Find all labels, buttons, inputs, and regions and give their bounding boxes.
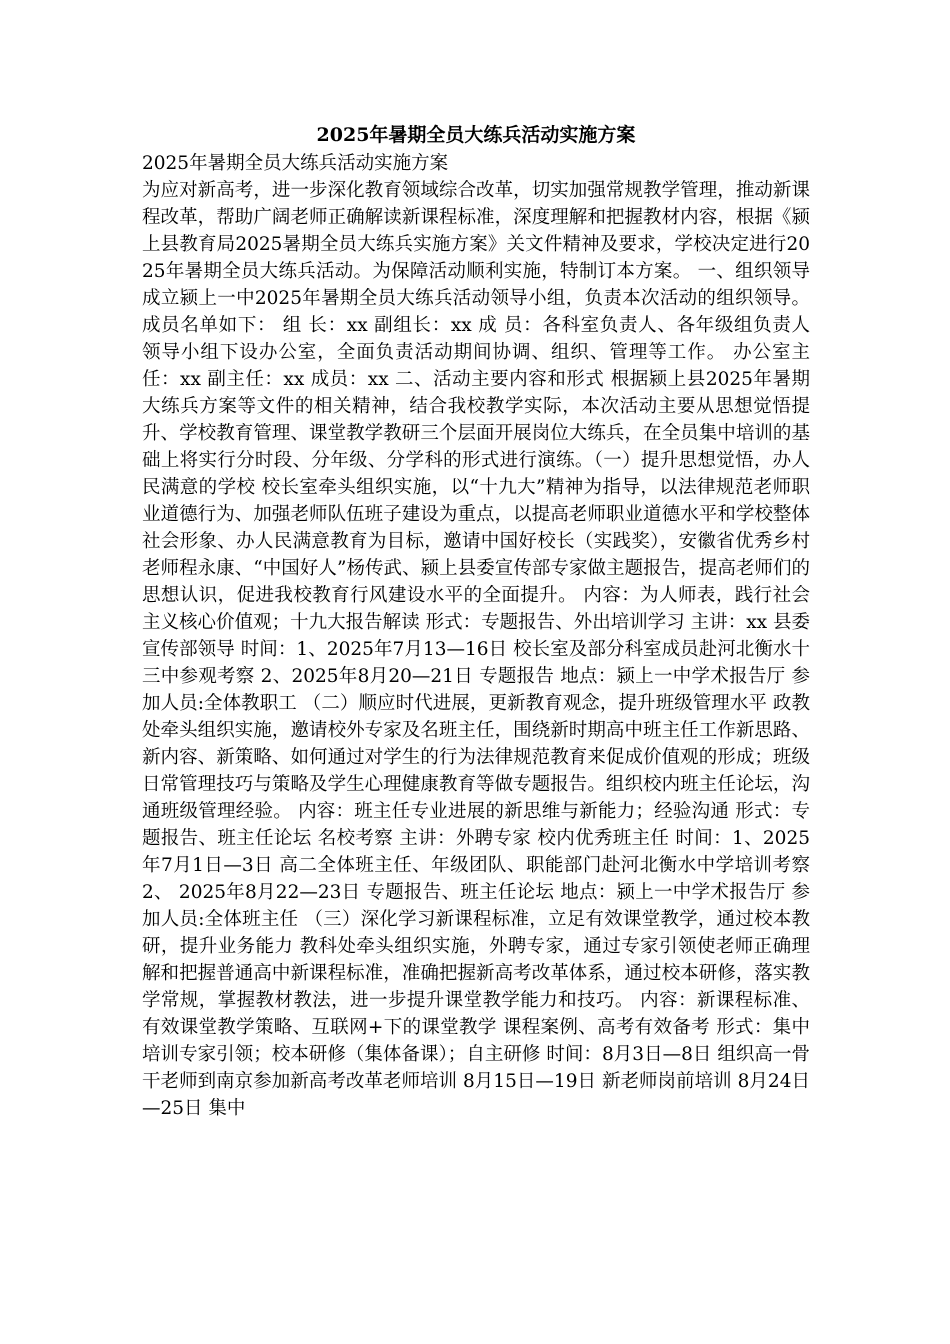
document-subtitle: 2025年暑期全员大练兵活动实施方案 [142, 153, 449, 174]
document-body-text: 为应对新高考，进一步深化教育领域综合改革，切实加强常规教学管理，推动新课程改革，帮助广阔老师正确解读新课程标准，深度理解和把握教材内容，根据《颍上县教育局2025暑期全员大练兵实施方案》关文件精神及要求，学校决定进行2025年暑期全员大练兵活动。为保障活动顺利实施，特制订本方案。 一、组织领导 成立颍上一中2025年暑期全员大练兵活动领导小组，负责本次活动的组织领导。成员名单如下： 组 长：xx 副组长：xx 成 员：各科室负责人、各年级组负责人 领导小组下设办公室，全面负责活动期间协调、组织、管理等工作。 办公室主任：xx 副主任：xx 成员：xx 二、活动主要内容和形式 根据颍上县2025年暑期大练兵方案等文件的相关精神，结合我校教学实际，本次活动主要从思想觉悟提升、学校教育管理、课堂教学教研三个层面开展岗位大练兵，在全员集中培训的基础上将实行分时段、分年级、分学科的形式进行演练。（一）提升思想觉悟，办人民满意的学校 校长室牵头组织实施，以“十九大”精神为指导，以法律规范老师职业道德行为、加强老师队伍班子建设为重点，以提高老师职业道德水平和学校整体社会形象、办人民满意教育为目标，邀请中国好校长（实践奖），安徽省优秀乡村老师程永康、“中国好人”杨传武、颍上县委宣传部专家做主题报告，提高老师们的思想认识，促进我校教育行风建设水平的全面提升。 内容：为人师表，践行社会主义核心价值观；十九大报告解读 形式：专题报告、外出培训学习 主讲：xx 县委宣传部领导 时间：1、2025年7月13—16日 校长室及部分科室成员赴河北衡水十三中参观考察 2、2025年8月20—21日 专题报告 地点：颍上一中学术报告厅 参加人员:全体教职工 （二）顺应时代进展，更新教育观念，提升班级管理水平 政教处牵头组织实施，邀请校外专家及名班主任，围绕新时期高中班主任工作新思路、新内容、新策略、如何通过对学生的行为法律规范教育来促成价值观的形成；班级日常管理技巧与策略及学生心理健康教育等做专题报告。组织校内班主任论坛，沟通班级管理经验。 内容：班主任专业进展的新思维与新能力；经验沟通 形式：专题报告、班主任论坛 名校考察 主讲：外聘专家 校内优秀班主任 时间：1、2025年7月1日—3日 高二全体班主任、年级团队、职能部门赴河北衡水中学培训考察 2、 2025年8月22—23日 专题报告、班主任论坛 地点：颍上一中学术报告厅 参加人员:全体班主任 （三）深化学习新课程标准，立足有效课堂教学，通过校本教研，提升业务能力 教科处牵头组织实施，外聘专家，通过专家引领使老师正确理解和把握普通高中新课程标准，准确把握新高考改革体系，通过校本研修，落实教学常规，掌握教材教法，进一步提升课堂教学能力和技巧。 内容：新课程标准、有效课堂教学策略、互联网+下的课堂教学 课程案例、高考有效备考 形式：集中培训专家引领；校本研修（集体备课）；自主研修 时间：8月3日—8日 组织高一骨干老师到南京参加新高考改革老师培训 8月15日—19日 新老师岗前培训 8月24日—25日 集中 [142, 180, 810, 1119]
document-title: 2025年暑期全员大练兵活动实施方案 [316, 124, 636, 146]
document-page [142, 120, 810, 1122]
